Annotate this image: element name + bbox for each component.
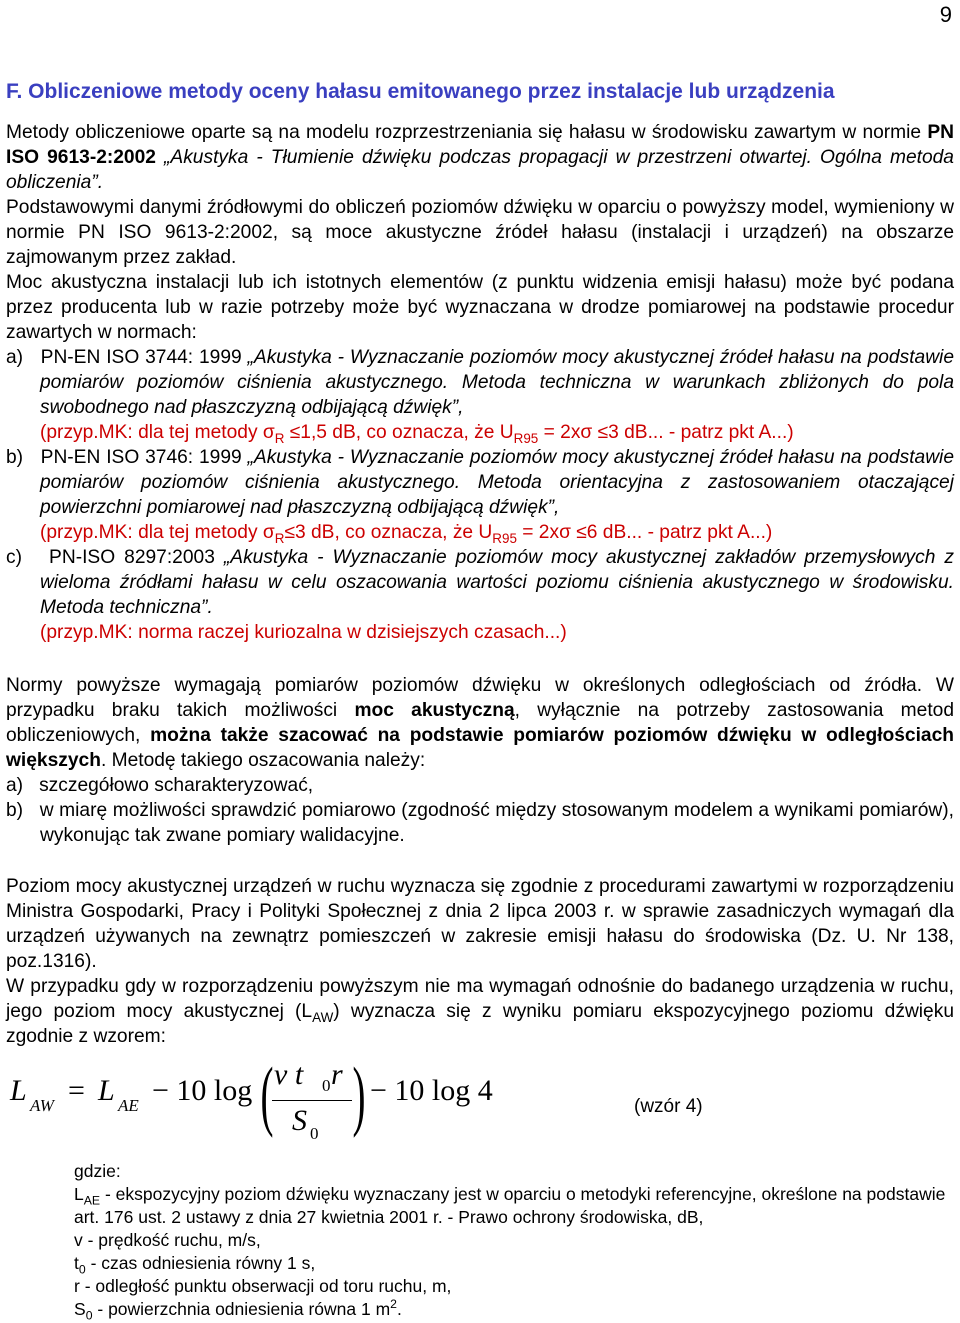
paragraph-power: Moc akustyczna instalacji lub ich istotnych elementów (z punktu widzenia emisji hałasu) może być podana przez producenta lub w razie potrzeby może być wyznaczana w drodze pomiarowej na podstawie procedur zawartych w normach: — [6, 272, 954, 343]
paragraph-intro: Metody obliczeniowe oparte są na modelu rozprzestrzeniania się hałasu w środowisku zawartym w normie PN ISO 9613-2:2002 „Akustyka - Tłumienie dźwięku podczas propagacji w przestrzeni otwartej. Ogólna metoda obliczenia”. Podstawowymi danymi źródłowymi do obliczeń poziomów dźwięku w oparciu o powyższy model, wymieniony w normie PN ISO 9613-2:2002, są moce akustyczne źródeł hałasu (instalacji i urządzeń) na obszarze zajmowanym przez zakład. Moc akustyczna instalacji lub ich istotnych elementów (z punktu widzenia emisji hałasu) może być podana przez producenta lub w razie potrzeby może być wyznaczana w drodze pomiarowej na podstawie procedur zawartych w normach: a) PN-EN ISO 3744: 1999 „Akustyka - Wyznaczanie poziomów mocy akustycznej źródeł hałasu na podstawie pomiarów poziomów ciśnienia akustycznego. Metoda techniczna w warunkach zbliżonych do pola swobodnego nad płaszczyzną odbijającą dźwięk”, (przyp.MK: dla tej metody $\sigma_R \le 1,5$ dB, co oznacza, że $U_{R95} = 2x\sigma \le 3$ dB... - patrz pkt A...) b) PN-EN ISO 3746: 1999 „Akustyka - Wyznaczanie poziomów mocy akustycznej źródeł hałasu na podstawie pomiarów poziomów ciśnienia akustycznego. Metoda orientacyjna z zastosowaniem otaczającej powierzchni pomiarowej nad płaszczyzną odbijającą dźwięk”, (przyp.MK: dla tej metody $\sigma_R\le 3$ dB, co oznacza, że $U_{R95} = 2x\sigma \le 6$ dB... - patrz pkt A...) c) PN-ISO 8297:2003 „Akustyka - Wyznaczanie poziomów mocy akustycznej zakładów przemysłowych z wieloma źródłami hałasu w celu oszacowania wartości poziomu ciśnienia akustycznego w środowisku. Metoda techniczna”. (przyp.MK: norma raczej kuriozalna w dzisiejszych czasach...) — [6, 122, 954, 643]
section-heading: F. Obliczeniowe metody oceny hałasu emitowanego przez instalacje lub urządzenia — [6, 80, 835, 103]
list-item: c) PN-ISO 8297:2003 „Akustyka - Wyznaczanie poziomów mocy akustycznej zakładów przemysłowych z wieloma źródłami hałasu w celu oszacowania wartości poziomu ciśnienia akustycznego w środowisku. Metoda techniczna”. (przyp.MK: norma raczej kuriozalna w dzisiejszych czasach...) — [6, 547, 954, 643]
author-note: (przyp.MK: norma raczej kuriozalna w dzisiejszych czasach...) — [40, 622, 567, 643]
paragraph-data: Podstawowymi danymi źródłowymi do obliczeń poziomów dźwięku w oparciu o powyższy model, wymieniony w normie PN ISO 9613-2:2002, są moce akustyczne źródeł hałasu (instalacji i urządzeń) na obszarze zajmowanym przez zakład. — [6, 197, 954, 268]
definitions: gdzie: $L_{AE}$ - ekspozycyjny poziom dźwięku wyznaczany jest w oparciu o metodyki referencyjne, określone na podstawie art. 176 ust. 2 ustawy z dnia 27 kwietnia 2001 r. - Prawo ochrony środowiska, dB, v - prędkość ruchu, m/s, $t_0$ - czas odniesienia równy 1 s, r - odległość punktu obserwacji od toru ruchu, m, $S_0$ - powierzchnia odniesienia równa 1 $m^2$. — [74, 1161, 946, 1323]
page-number: 9 — [939, 2, 952, 27]
author-note: (przyp.MK: dla tej metody $\sigma_R \le 1,5$ dB, co oznacza, że $U_{R95} = 2x\sigma \le 3$ dB... - patrz pkt A...) — [40, 422, 794, 446]
paragraph-formula-intro: W przypadku gdy w rozporządzeniu powyższym nie ma wymagań odnośnie do badanego urządzenia w ruchu, jego poziom mocy akustycznej $(L_{AW})$ wyznacza się z wyniku pomiaru ekspozycyjnego poziomu dźwięku zgodnie z wzorem: — [6, 976, 954, 1047]
list-item: b) w miarę możliwości sprawdzić pomiarowo (zgodność między stosowanym modelem a wynikami pomiarów), wykonując tak zwane pomiary walidacyjne. — [6, 800, 954, 846]
formula: L AW = L AE − 10 log ( v t 0 r S 0 ) − 10 log 4 (wzór 4) — [10, 1051, 703, 1143]
paragraph-regulation: Poziom mocy akustycznej urządzeń w ruchu wyznacza się zgodnie z procedurami zawartymi w rozporządzeniu Ministra Gospodarki, Pracy i Polityki Społecznej z dnia 2 lipca 2003 r. w sprawie zasadniczych wymagań dla urządzeń używanych na zewnątrz pomieszczeń w zakresie emisji hałasu do środowiska (Dz. U. Nr 138, poz.1316). W przypadku gdy w rozporządzeniu powyższym nie ma wymagań odnośnie do badanego urządzenia w ruchu, jego poziom mocy akustycznej $(L_{AW})$ wyznacza się z wyniku pomiaru ekspozycyjnego poziomu dźwięku zgodnie z wzorem: — [6, 876, 954, 1047]
list-item: a) szczegółowo scharakteryzować, — [6, 775, 314, 796]
paragraph-norms: Normy powyższe wymagają pomiarów poziomów dźwięku w określonych odległościach od źródła. W przypadku braku takich możliwości moc akustyczną, wyłącznie na potrzeby zastosowania metod obliczeniowych, można także szacować na podstawie pomiarów poziomów dźwięku w odległościach większych. Metodę takiego oszacowania należy: a) szczegółowo scharakteryzować, b) w miarę możliwości sprawdzić pomiarowo (zgodność między stosowanym modelem a wynikami pomiarów), wykonując tak zwane pomiary walidacyjne. — [6, 675, 954, 846]
list-item: a) PN-EN ISO 3744: 1999 „Akustyka - Wyznaczanie poziomów mocy akustycznej źródeł hałasu na podstawie pomiarów poziomów ciśnienia akustycznego. Metoda techniczna w warunkach zbliżonych do pola swobodnego nad płaszczyzną odbijającą dźwięk”, (przyp.MK: dla tej metody $\sigma_R \le 1,5$ dB, co oznacza, że $U_{R95} = 2x\sigma \le 3$ dB... - patrz pkt A...) — [6, 347, 954, 446]
standards-list — [6, 345, 954, 645]
list-item: b) PN-EN ISO 3746: 1999 „Akustyka - Wyznaczanie poziomów mocy akustycznej źródeł hałasu na podstawie pomiarów poziomów ciśnienia akustycznego. Metoda orientacyjna z zastosowaniem otaczającej powierzchni pomiarowej nad płaszczyzną odbijającą dźwięk”, (przyp.MK: dla tej metody $\sigma_R\le 3$ dB, co oznacza, że $U_{R95} = 2x\sigma \le 6$ dB... - patrz pkt A...) — [6, 447, 954, 546]
formula-label: (wzór 4) — [634, 1096, 703, 1117]
author-note: (przyp.MK: dla tej metody $\sigma_R\le 3$ dB, co oznacza, że $U_{R95} = 2x\sigma \le 6$ dB... - patrz pkt A...) — [40, 522, 773, 546]
